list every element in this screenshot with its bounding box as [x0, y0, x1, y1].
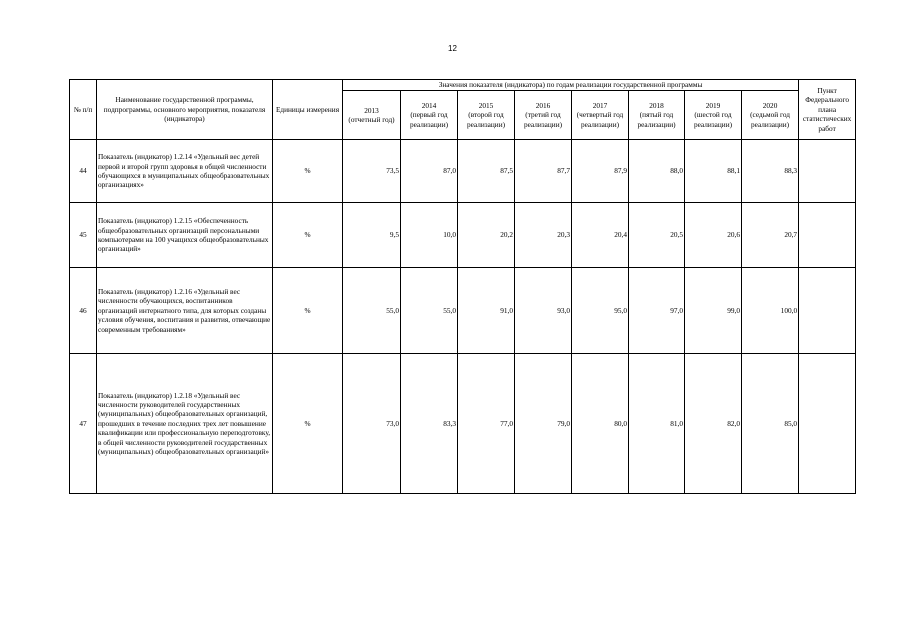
header-name: Наименование государственной программы, подпрограммы, основного мероприятия, показателя (индикатора) — [97, 80, 273, 140]
row-num: 47 — [70, 354, 97, 494]
row-value: 87,7 — [515, 140, 572, 203]
row-value: 20,6 — [685, 203, 742, 268]
row-unit: % — [273, 268, 343, 354]
row-value: 97,0 — [629, 268, 685, 354]
row-plan — [799, 203, 856, 268]
year-note: (шестой год реализации) — [693, 110, 733, 129]
header-year — [343, 91, 401, 140]
year-note: (второй год реализации) — [466, 110, 506, 129]
year-label: 2016 — [535, 100, 551, 110]
row-value: 20,3 — [515, 203, 572, 268]
year-note: (третий год реализации) — [523, 110, 563, 129]
row-value: 55,0 — [401, 268, 458, 354]
row-value: 93,0 — [515, 268, 572, 354]
row-value: 87,0 — [401, 140, 458, 203]
header-row-1 — [70, 80, 856, 91]
year-label: 2017 — [592, 100, 608, 110]
row-num: 46 — [70, 268, 97, 354]
header-num: № п/п — [70, 80, 97, 140]
year-label: 2014 — [421, 100, 437, 110]
row-value: 87,5 — [458, 140, 515, 203]
table-row — [70, 140, 856, 203]
year-note: (пятый год реализации) — [637, 110, 676, 129]
header-values-group: Значения показателя (индикатора) по годам реализации государственной программы — [343, 80, 799, 91]
table-row — [70, 354, 856, 494]
header-year — [515, 91, 572, 140]
header-year — [458, 91, 515, 140]
year-note: (четвертый год реализации) — [576, 110, 624, 129]
row-value: 82,0 — [685, 354, 742, 494]
row-num: 44 — [70, 140, 97, 203]
row-value: 9,5 — [343, 203, 401, 268]
row-value: 87,9 — [572, 140, 629, 203]
row-value: 100,0 — [742, 268, 799, 354]
row-value: 20,5 — [629, 203, 685, 268]
row-value: 85,0 — [742, 354, 799, 494]
row-name: Показатель (индикатор) 1.2.15 «Обеспеченность общеобразовательных организаций персональными компьютерами на 100 учащихся общеобразовательных организаций» — [97, 203, 273, 268]
year-note: (первый год реализации) — [409, 110, 449, 129]
year-label: 2015 — [478, 100, 494, 110]
header-year — [629, 91, 685, 140]
row-value: 95,0 — [572, 268, 629, 354]
header-year — [742, 91, 799, 140]
header-year — [685, 91, 742, 140]
row-plan — [799, 140, 856, 203]
header-year — [401, 91, 458, 140]
row-unit: % — [273, 140, 343, 203]
row-value: 88,1 — [685, 140, 742, 203]
year-label: 2018 — [649, 100, 664, 110]
row-value: 73,5 — [343, 140, 401, 203]
row-value: 55,0 — [343, 268, 401, 354]
row-plan — [799, 268, 856, 354]
year-label: 2019 — [705, 100, 721, 110]
header-plan: Пункт Федерального плана статистических работ — [799, 80, 856, 140]
row-value: 79,0 — [515, 354, 572, 494]
row-unit: % — [273, 354, 343, 494]
row-value: 88,0 — [629, 140, 685, 203]
indicator-table — [69, 79, 856, 494]
row-name: Показатель (индикатор) 1.2.18 «Удельный вес численности руководителей государственных (муниципальных) общеобразовательных организаций, прошедших в течение последних трех лет повышение квалификации или профессиональную переподготовку, в общей численности руководителей государственных (муниципальных) общеобразовательных организаций» — [97, 354, 273, 494]
row-unit: % — [273, 203, 343, 268]
row-plan — [799, 354, 856, 494]
table-row — [70, 203, 856, 268]
row-value: 88,3 — [742, 140, 799, 203]
header-year — [572, 91, 629, 140]
row-value: 99,0 — [685, 268, 742, 354]
row-num: 45 — [70, 203, 97, 268]
row-value: 73,0 — [343, 354, 401, 494]
year-label: 2013 — [364, 105, 379, 115]
row-value: 81,0 — [629, 354, 685, 494]
row-value: 20,2 — [458, 203, 515, 268]
row-name: Показатель (индикатор) 1.2.16 «Удельный вес численности обучающихся, воспитанников организаций интернатного типа, для которых созданы условия обучения, воспитания и развития, отвечающие современным требованиям» — [97, 268, 273, 354]
header-unit: Единицы измерения — [273, 80, 343, 140]
year-note: (седьмой год реализации) — [750, 110, 790, 129]
page-number: 12 — [448, 44, 457, 53]
row-value: 10,0 — [401, 203, 458, 268]
row-value: 80,0 — [572, 354, 629, 494]
row-name: Показатель (индикатор) 1.2.14 «Удельный вес детей первой и второй групп здоровья в общей численности обучающихся в муниципальных общеобразовательных организациях» — [97, 140, 273, 203]
row-value: 20,4 — [572, 203, 629, 268]
table-row — [70, 268, 856, 354]
year-note: (отчетный год) — [348, 115, 395, 124]
row-value: 77,0 — [458, 354, 515, 494]
row-value: 83,3 — [401, 354, 458, 494]
year-label: 2020 — [762, 100, 778, 110]
row-value: 20,7 — [742, 203, 799, 268]
row-value: 91,0 — [458, 268, 515, 354]
